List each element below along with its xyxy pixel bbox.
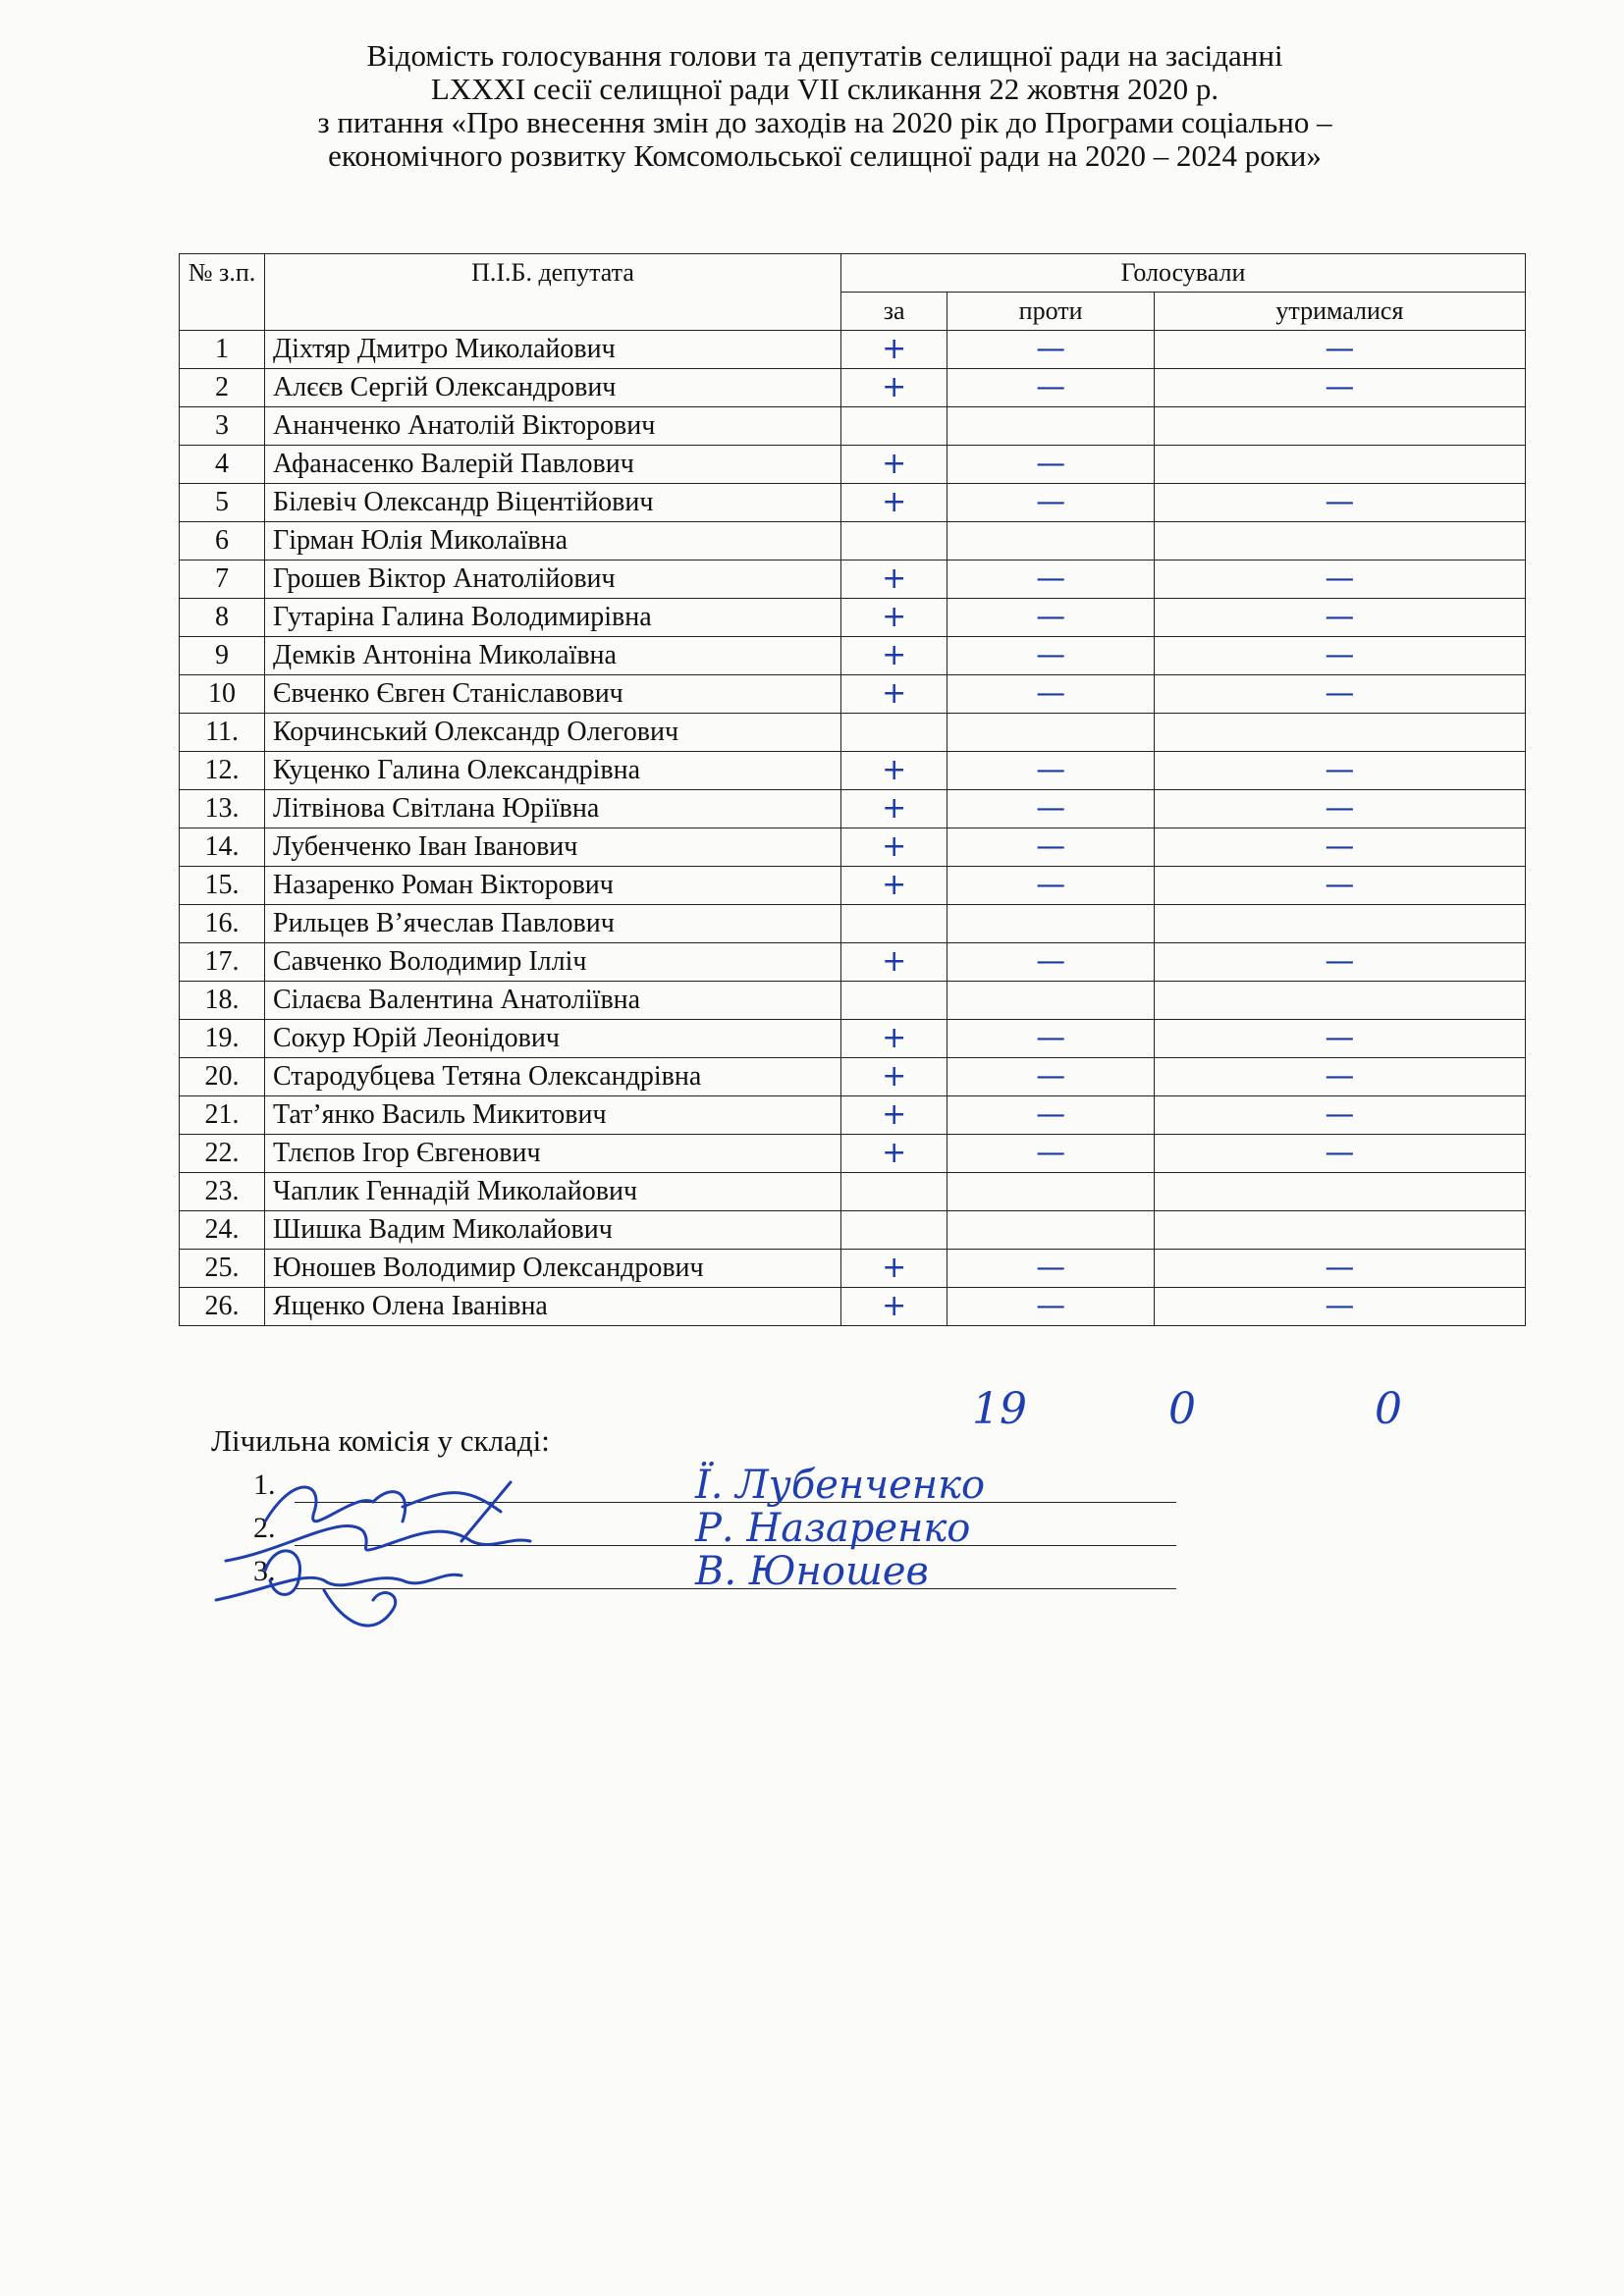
row-number: 6 [180,522,265,561]
vote-against [947,905,1155,943]
row-number: 12. [180,752,265,790]
row-number: 4 [180,446,265,484]
deputy-name: Назаренко Роман Вікторович [265,867,841,905]
vote-for: + [841,790,947,828]
table-row [180,943,1526,982]
row-number: 20. [180,1058,265,1096]
vote-for: + [841,752,947,790]
vote-abstained: — [1154,1250,1525,1288]
vote-abstained: — [1154,752,1525,790]
vote-against [947,714,1155,752]
vote-against [947,1173,1155,1211]
header-voted: Голосували [841,254,1526,293]
deputy-name: Стародубцева Тетяна Олександрівна [265,1058,841,1096]
vote-against: — [947,1020,1155,1058]
title-line-3: з питання «Про внесення змін до заходів на 2020 рік до Програми соціально – [317,105,1332,139]
table-row [180,752,1526,790]
table-row [180,1020,1526,1058]
title-line-2: LXXXI сесії селищної ради VII скликання 22 жовтня 2020 р. [430,72,1219,106]
deputy-name: Шишка Вадим Миколайович [265,1211,841,1250]
vote-abstained [1154,1173,1525,1211]
vote-against: — [947,331,1155,369]
table-row [180,1096,1526,1135]
header-for: за [841,293,947,331]
vote-against [947,522,1155,561]
vote-for: + [841,599,947,637]
row-number: 23. [180,1173,265,1211]
row-number: 9 [180,637,265,675]
deputy-name: Рильцев В’ячеслав Павлович [265,905,841,943]
header-number: № з.п. [180,254,265,331]
vote-against: — [947,828,1155,867]
vote-for [841,982,947,1020]
deputy-name: Діхтяр Дмитро Миколайович [265,331,841,369]
row-number: 2 [180,369,265,407]
title-line-4: економічного розвитку Комсомольської селищної ради на 2020 – 2024 роки» [328,138,1322,173]
vote-against: — [947,1135,1155,1173]
vote-for: + [841,675,947,714]
vote-against: — [947,752,1155,790]
deputy-name: Чаплик Геннадій Миколайович [265,1173,841,1211]
deputy-name: Ананченко Анатолій Вікторович [265,407,841,446]
vote-abstained: — [1154,1096,1525,1135]
table-row [180,1058,1526,1096]
row-number: 26. [180,1288,265,1326]
vote-abstained: — [1154,331,1525,369]
vote-against [947,982,1155,1020]
vote-abstained: — [1154,484,1525,522]
row-number: 16. [180,905,265,943]
vote-abstained: — [1154,943,1525,982]
total-against: 0 [1168,1384,1196,1434]
row-number: 8 [180,599,265,637]
row-number: 11. [180,714,265,752]
vote-abstained [1154,1211,1525,1250]
vote-abstained [1154,982,1525,1020]
vote-abstained: — [1154,369,1525,407]
table-row [180,369,1526,407]
table-row [180,675,1526,714]
table-row [180,1135,1526,1173]
vote-against: — [947,637,1155,675]
table-row [180,867,1526,905]
table-row [180,331,1526,369]
total-abstained: 0 [1375,1384,1402,1434]
vote-for: + [841,369,947,407]
vote-for: + [841,484,947,522]
vote-for [841,522,947,561]
commission-label: Лічильна комісія у складі: [211,1423,550,1458]
vote-abstained: — [1154,790,1525,828]
deputy-name: Корчинський Олександр Олегович [265,714,841,752]
vote-abstained: — [1154,561,1525,599]
vote-abstained: — [1154,599,1525,637]
vote-for: + [841,1250,947,1288]
deputy-name: Куценко Галина Олександрівна [265,752,841,790]
row-number: 22. [180,1135,265,1173]
deputy-name: Євченко Євген Станіславович [265,675,841,714]
row-number: 3 [180,407,265,446]
deputy-name: Тлєпов Ігор Євгенович [265,1135,841,1173]
row-number: 17. [180,943,265,982]
row-number: 15. [180,867,265,905]
table-row [180,522,1526,561]
vote-for [841,1173,947,1211]
row-number: 10 [180,675,265,714]
total-for: 19 [972,1384,1027,1434]
vote-against: — [947,599,1155,637]
member-number: 1. [253,1468,276,1501]
row-number: 21. [180,1096,265,1135]
vote-against: — [947,1058,1155,1096]
vote-for: + [841,331,947,369]
vote-abstained: — [1154,1058,1525,1096]
vote-abstained [1154,714,1525,752]
voting-table-body [180,331,1526,1326]
deputy-name: Алєєв Сергій Олександрович [265,369,841,407]
vote-against [947,1211,1155,1250]
voting-table [179,253,1526,1326]
row-number: 18. [180,982,265,1020]
deputy-name: Сокур Юрій Леонідович [265,1020,841,1058]
vote-abstained: — [1154,637,1525,675]
header-abstained: утрималися [1154,293,1525,331]
deputy-name: Демків Антоніна Миколаївна [265,637,841,675]
vote-against: — [947,1250,1155,1288]
deputy-name: Савченко Володимир Ілліч [265,943,841,982]
deputy-name: Юношев Володимир Олександрович [265,1250,841,1288]
row-number: 5 [180,484,265,522]
vote-for [841,407,947,446]
deputy-name: Гірман Юлія Миколаївна [265,522,841,561]
vote-against: — [947,484,1155,522]
document-title [177,39,1473,173]
member-number: 2. [253,1512,276,1544]
handwritten-signatures [206,1453,619,1649]
table-row [180,561,1526,599]
vote-for: + [841,446,947,484]
vote-against: — [947,1096,1155,1135]
row-number: 25. [180,1250,265,1288]
member-name: Ї. Лубенченко [695,1463,986,1508]
vote-for [841,905,947,943]
vote-for: + [841,1096,947,1135]
vote-for: + [841,867,947,905]
row-number: 1 [180,331,265,369]
vote-abstained: — [1154,675,1525,714]
vote-against: — [947,1288,1155,1326]
table-row [180,1288,1526,1326]
table-row [180,714,1526,752]
row-number: 19. [180,1020,265,1058]
deputy-name: Гутаріна Галина Володимирівна [265,599,841,637]
table-row [180,982,1526,1020]
vote-against: — [947,561,1155,599]
row-number: 24. [180,1211,265,1250]
vote-for [841,714,947,752]
title-line-1: Відомість голосування голови та депутатів селищної ради на засіданні [366,38,1283,73]
table-row [180,1211,1526,1250]
vote-against [947,407,1155,446]
deputy-name: Грошев Віктор Анатолійович [265,561,841,599]
vote-abstained [1154,522,1525,561]
vote-against: — [947,943,1155,982]
vote-for: + [841,1135,947,1173]
member-name: Р. Назаренко [695,1506,971,1551]
vote-for [841,1211,947,1250]
table-row [180,446,1526,484]
vote-for: + [841,561,947,599]
table-row [180,828,1526,867]
vote-for: + [841,1020,947,1058]
vote-for: + [841,1058,947,1096]
vote-for: + [841,943,947,982]
vote-against: — [947,790,1155,828]
vote-for: + [841,828,947,867]
deputy-name: Літвінова Світлана Юріївна [265,790,841,828]
vote-abstained: — [1154,828,1525,867]
table-row [180,599,1526,637]
deputy-name: Сілаєва Валентина Анатоліївна [265,982,841,1020]
member-name: В. Юношев [695,1549,929,1594]
table-row [180,484,1526,522]
vote-abstained: — [1154,1020,1525,1058]
vote-abstained [1154,905,1525,943]
vote-against: — [947,446,1155,484]
table-row [180,1250,1526,1288]
row-number: 13. [180,790,265,828]
table-row [180,1173,1526,1211]
row-number: 14. [180,828,265,867]
deputy-name: Білевіч Олександр Віцентійович [265,484,841,522]
vote-against: — [947,867,1155,905]
table-row [180,905,1526,943]
header-against: проти [947,293,1155,331]
deputy-name: Тат’янко Василь Микитович [265,1096,841,1135]
deputy-name: Ященко Олена Іванівна [265,1288,841,1326]
vote-abstained [1154,407,1525,446]
vote-against: — [947,369,1155,407]
deputy-name: Афанасенко Валерій Павлович [265,446,841,484]
row-number: 7 [180,561,265,599]
member-number: 3. [253,1555,276,1587]
vote-abstained: — [1154,867,1525,905]
vote-against: — [947,675,1155,714]
vote-abstained: — [1154,1288,1525,1326]
header-name: П.І.Б. депутата [265,254,841,331]
vote-for: + [841,1288,947,1326]
table-row [180,790,1526,828]
vote-abstained: — [1154,1135,1525,1173]
vote-abstained [1154,446,1525,484]
table-row [180,637,1526,675]
vote-for: + [841,637,947,675]
table-row [180,407,1526,446]
deputy-name: Лубенченко Іван Іванович [265,828,841,867]
